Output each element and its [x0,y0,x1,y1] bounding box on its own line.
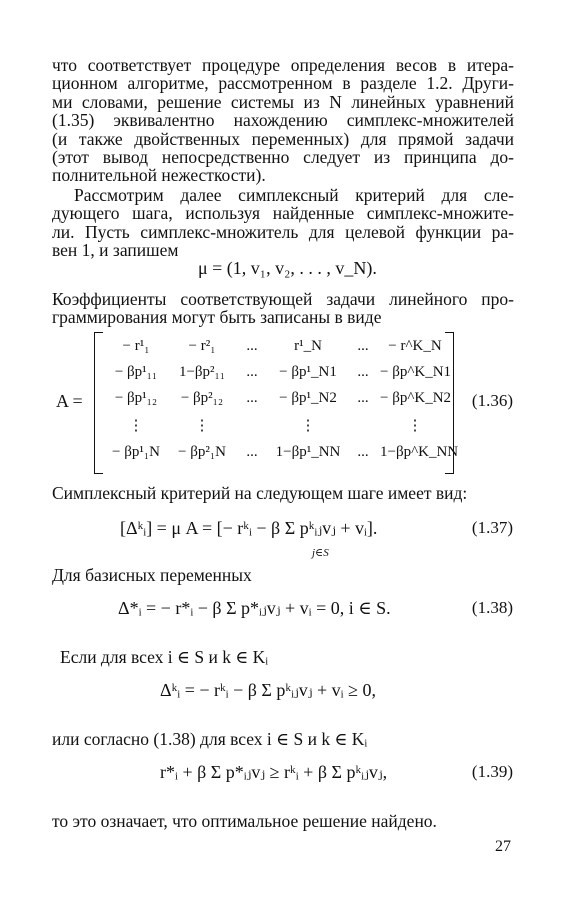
matrix-cell: ... [357,338,369,354]
paragraph-6 [52,648,514,666]
equation-delta-inequality: Δᵏᵢ = − rᵏᵢ − β Σ pᵏᵢⱼvⱼ + vᵢ ≥ 0, [160,680,377,700]
matrix-cell: − βp¹₁N [112,444,160,460]
paragraph-1 [52,56,514,185]
matrix-cell: r¹_N [294,338,322,354]
matrix-cell: 1−βp¹_NN [275,444,341,460]
equation-1-37: [Δᵏᵢ] = μ A = [− rᵏᵢ − β Σ pᵏᵢⱼvⱼ + vᵢ]. [120,518,378,538]
paragraph-3 [52,290,514,327]
matrix-cell: − βp¹₁₁ [114,364,158,380]
matrix-cell: − r¹₁ [122,338,150,354]
text-line: граммирования могут быть записаны в виде [52,307,382,328]
text-line: Если для всех i ∈ S и k ∈ Kᵢ [60,647,269,667]
matrix-cell: − βp¹_N1 [279,364,337,380]
text-line: ли. Пусть симплекс-множитель для целевой функции ра- [52,221,514,242]
text-line: (1.35) эквивалентно нахождению симплекс-множителей [52,110,514,131]
text-line: полнительной нежесткости). [52,165,266,186]
matrix-cell: − βp^K_N2 [380,390,452,406]
equation-1-39: r*ᵢ + β Σ p*ᵢⱼvⱼ ≥ rᵏᵢ + β Σ pᵏᵢⱼvⱼ, [160,762,388,782]
matrix-cell: − βp²₁₂ [180,390,224,406]
matrix-cell: ⋮ [407,418,423,434]
text-line: или согласно (1.38) для всех i ∈ S и k ∈ Kᵢ [52,729,368,749]
matrix-cell: − r^K_N [388,338,442,354]
matrix-cell: ... [246,364,258,380]
text-line: ционном алгоритме, рассмотренном в разделе 1.2. Други- [52,73,514,94]
coefficient-matrix [94,332,459,472]
text-line: Симплексный критерий на следующем шаге имеет вид: [52,483,468,503]
paragraph-2 [52,186,514,260]
text-line: Рассмотрим далее симплексный критерий для сле- [74,185,514,205]
text-line: ми словами, решение системы из N линейных уравнений [52,91,514,112]
matrix-cell: − βp¹_N2 [279,390,337,406]
text-line: Для базисных переменных [52,565,252,585]
matrix-cell: ... [357,390,369,406]
sum-limit-label: j∈S [312,547,329,559]
equation-1-38: Δ*ᵢ = − r*ᵢ − β Σ p*ᵢⱼvⱼ + vᵢ = 0, i ∈ S. [118,598,391,618]
matrix-cell: − r²₁ [188,338,216,354]
text-line: вен 1, и запишем [52,240,179,261]
matrix-row [106,338,446,364]
paragraph-8 [52,812,514,830]
equation-number: (1.36) [471,391,513,410]
matrix-cell: ... [246,444,258,460]
page-number: 27 [495,838,511,855]
matrix-cell: ... [246,338,258,354]
matrix-left-bracket [94,332,103,474]
matrix-row [106,364,452,390]
text-line: (этот вывод непосредственно следует из принципа до- [52,147,514,168]
matrix-row [106,416,446,442]
paragraph-7 [52,730,514,748]
text-line: то это означает, что оптимальное решение найдено. [52,811,437,831]
equation-number: (1.37) [471,518,513,537]
matrix-cell: ... [357,444,369,460]
matrix-cell: 1−βp²₁₁ [178,364,226,380]
matrix-cell: ⋮ [194,418,210,434]
text-line: Коэффициенты соответствующей задачи линейного про- [52,289,514,309]
equation-number: (1.38) [471,598,513,617]
equation-mu: μ = (1, v₁, v₂, . . . , v_N). [198,258,377,278]
matrix-cell: − βp²₁N [178,444,226,460]
text-line: что соответствует процедуре определения весов в итера- [52,55,514,75]
matrix-label: A = [56,391,83,411]
matrix-cell: ⋮ [128,418,144,434]
matrix-row [106,390,452,416]
matrix-cell: − βp^K_N1 [380,364,452,380]
matrix-cell: ... [246,390,258,406]
matrix-cell: ... [357,364,369,380]
matrix-cell: 1−βp^K_NN [380,444,459,460]
equation-number: (1.39) [471,762,513,781]
matrix-row [106,444,459,470]
text-line: дующего шага, используя найденные симплекс-множите- [52,203,514,224]
matrix-cell: ⋮ [300,418,316,434]
paragraph-5 [52,566,514,584]
paragraph-4 [52,484,514,502]
matrix-cell: − βp¹₁₂ [114,390,158,406]
text-line: (и также двойственных переменных) для прямой задачи [52,128,514,149]
